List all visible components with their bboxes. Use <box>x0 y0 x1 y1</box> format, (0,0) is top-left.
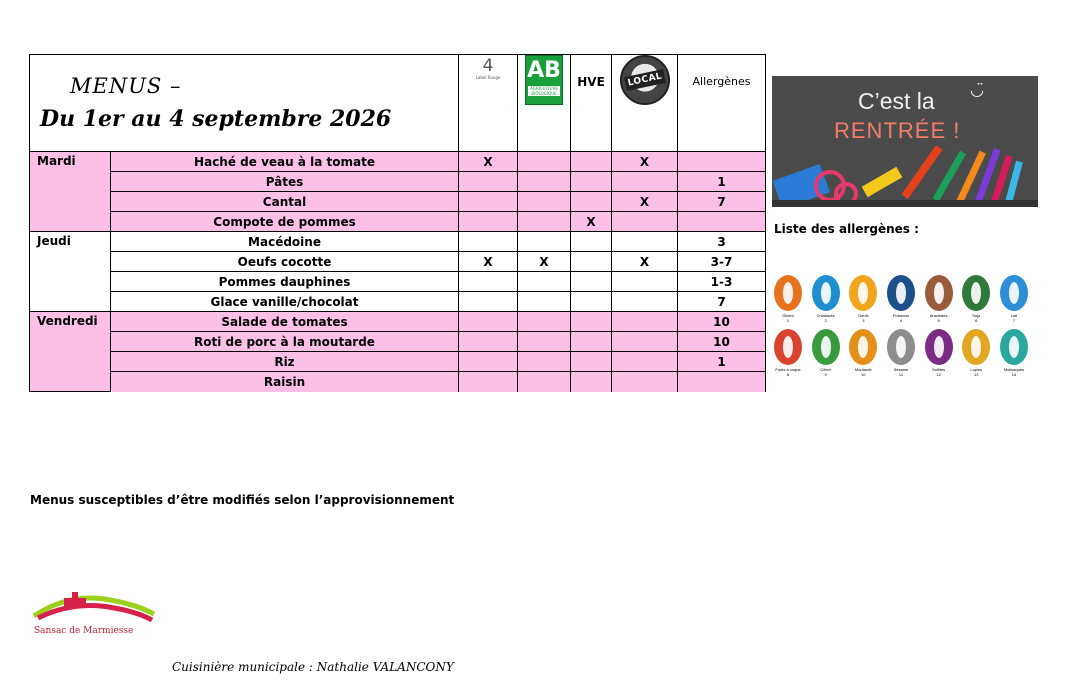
allergen-label <box>960 367 992 377</box>
allergen-number: 3 <box>862 318 865 323</box>
hve-cell <box>571 172 612 192</box>
hve-cell <box>571 292 612 312</box>
table-row <box>30 152 766 172</box>
local-cell: X <box>612 152 678 172</box>
allergens-cell <box>678 152 766 172</box>
allergens-cell: 1 <box>678 172 766 192</box>
label-rouge-cell <box>459 372 518 392</box>
table-row <box>30 172 766 192</box>
dish-name: Salade de tomates <box>111 312 459 332</box>
allergen-label <box>847 367 879 377</box>
ab-cell <box>518 372 571 392</box>
allergen-item <box>772 275 804 323</box>
local-cell <box>612 232 678 252</box>
local-cell <box>612 292 678 312</box>
allergen-item <box>885 329 917 377</box>
allergen-name: Lait <box>1010 313 1018 318</box>
table-header-row <box>30 55 766 152</box>
allergen-icon-grid <box>772 275 1030 383</box>
allergen-number: 10 <box>861 372 866 377</box>
local-cell: X <box>612 252 678 272</box>
dish-name: Raisin <box>111 372 459 392</box>
allergen-item <box>847 275 879 323</box>
allergen-name: Crustacés <box>816 313 835 318</box>
allergen-number: 1 <box>786 318 790 323</box>
hve-label: HVE <box>577 75 605 89</box>
local-header <box>612 55 678 152</box>
dish-name: Glace vanille/chocolat <box>111 292 459 312</box>
label-rouge-cell <box>459 172 518 192</box>
local-cell <box>612 272 678 292</box>
allergen-name: Gluten <box>782 313 794 318</box>
dish-name: Pommes dauphines <box>111 272 459 292</box>
table-row <box>30 352 766 372</box>
label-rouge-cell <box>459 212 518 232</box>
allergen-number: 14 <box>1011 372 1017 377</box>
town-logo <box>30 590 160 640</box>
allergen-label <box>885 313 917 323</box>
ab-cell <box>518 172 571 192</box>
hve-cell <box>571 152 612 172</box>
allergen-icon <box>925 275 953 311</box>
allergen-item <box>772 329 804 377</box>
allergen-number: 2 <box>824 318 827 323</box>
local-cell <box>612 172 678 192</box>
local-cell <box>612 332 678 352</box>
allergen-name: Arachides <box>929 313 948 318</box>
label-rouge-cell <box>459 312 518 332</box>
allergen-icon <box>774 329 802 365</box>
dish-name: Pâtes <box>111 172 459 192</box>
allergen-label <box>810 367 842 377</box>
menu-title-line1: MENUS – <box>70 74 182 98</box>
allergen-name: Lupins <box>970 367 983 372</box>
hve-header <box>571 55 612 152</box>
label-rouge-cell <box>459 332 518 352</box>
allergens-cell: 1-3 <box>678 272 766 292</box>
town-name: Sansac de Marmiesse <box>34 626 134 636</box>
local-logo: LOCAL <box>620 55 670 105</box>
allergen-icon <box>887 329 915 365</box>
day-name: Jeudi <box>30 232 111 312</box>
ab-cell <box>518 212 571 232</box>
allergen-name: Fruits à coque <box>775 367 801 372</box>
allergen-number: 5 <box>937 318 940 323</box>
hve-cell <box>571 192 612 212</box>
allergen-label <box>885 367 917 377</box>
ab-cell <box>518 152 571 172</box>
allergen-number: 13 <box>974 372 979 377</box>
allergen-number: 7 <box>1012 318 1016 323</box>
allergen-label <box>923 313 955 323</box>
allergen-icon <box>1000 275 1028 311</box>
allergen-label <box>772 367 804 377</box>
allergen-item <box>998 275 1030 323</box>
hve-cell <box>571 232 612 252</box>
ab-cell <box>518 292 571 312</box>
dish-name: Cantal <box>111 192 459 212</box>
menu-body <box>30 152 766 392</box>
ab-header <box>518 55 571 152</box>
allergen-icon <box>812 329 840 365</box>
smile-icon: ◡̈ <box>970 82 984 99</box>
allergen-name: Sulfites <box>932 367 946 372</box>
allergen-item <box>810 329 842 377</box>
label-rouge-logo: 4 Label Rouge <box>475 56 501 80</box>
label-rouge-cell <box>459 352 518 372</box>
banner-line2: RENTRÉE ! <box>834 118 961 143</box>
supply-notice: Menus susceptibles d’être modifiés selon l’approvisionnement <box>30 493 455 507</box>
ab-cell <box>518 272 571 292</box>
allergen-name: Oeufs <box>857 313 869 318</box>
table-row <box>30 232 766 252</box>
allergen-item <box>847 329 879 377</box>
allergen-name: Poissons <box>892 313 910 318</box>
allergens-cell: 3 <box>678 232 766 252</box>
allergen-label <box>847 313 879 323</box>
hve-cell: X <box>571 212 612 232</box>
banner-line1: C’est la <box>858 88 935 114</box>
ab-cell <box>518 312 571 332</box>
allergen-icon <box>774 275 802 311</box>
day-name: Vendredi <box>30 312 111 392</box>
label-rouge-cell <box>459 192 518 212</box>
label-rouge-cell <box>459 272 518 292</box>
allergen-row <box>772 329 1030 377</box>
ab-cell <box>518 352 571 372</box>
table-row <box>30 332 766 352</box>
allergen-row <box>772 275 1030 323</box>
allergen-label <box>810 313 842 323</box>
label-rouge-cell <box>459 232 518 252</box>
allergens-cell: 10 <box>678 312 766 332</box>
allergen-item <box>923 329 955 377</box>
town-logo-emblem-icon <box>30 590 160 626</box>
allergen-label <box>998 313 1030 323</box>
allergens-cell: 3-7 <box>678 252 766 272</box>
allergen-icon <box>962 275 990 311</box>
local-cell <box>612 212 678 232</box>
allergen-item <box>885 275 917 323</box>
local-cell <box>612 352 678 372</box>
hve-cell <box>571 252 612 272</box>
allergen-number: 11 <box>898 372 904 377</box>
ab-cell: X <box>518 252 571 272</box>
local-cell <box>612 372 678 392</box>
allergen-icon <box>887 275 915 311</box>
allergens-cell <box>678 372 766 392</box>
hve-cell <box>571 332 612 352</box>
cook-signature: Cuisinière municipale : Nathalie VALANCONY <box>172 660 454 674</box>
hve-cell <box>571 272 612 292</box>
hve-cell <box>571 312 612 332</box>
allergens-cell: 7 <box>678 292 766 312</box>
allergenes-header <box>678 55 766 152</box>
allergen-item <box>998 329 1030 377</box>
table-row <box>30 292 766 312</box>
allergen-number: 12 <box>936 372 941 377</box>
allergen-icon <box>925 329 953 365</box>
dish-name: Oeufs cocotte <box>111 252 459 272</box>
allergens-cell: 7 <box>678 192 766 212</box>
day-name: Mardi <box>30 152 111 232</box>
allergens-cell <box>678 212 766 232</box>
allergen-list-title: Liste des allergènes : <box>774 222 919 236</box>
dish-name: Riz <box>111 352 459 372</box>
label-rouge-header <box>459 55 518 152</box>
menu-title-dates: Du 1er au 4 septembre 2026 <box>40 106 392 132</box>
local-cell: X <box>612 192 678 212</box>
allergen-number: 6 <box>975 318 978 323</box>
dish-name: Roti de porc à la moutarde <box>111 332 459 352</box>
allergen-icon <box>962 329 990 365</box>
dish-name: Macédoine <box>111 232 459 252</box>
allergen-label <box>772 313 804 323</box>
menu-table <box>29 54 766 392</box>
allergen-icon <box>849 275 877 311</box>
dish-name: Compote de pommes <box>111 212 459 232</box>
allergen-item <box>810 275 842 323</box>
allergen-icon <box>1000 329 1028 365</box>
label-rouge-cell <box>459 292 518 312</box>
table-row <box>30 372 766 392</box>
hve-cell <box>571 372 612 392</box>
label-rouge-cell: X <box>459 152 518 172</box>
menu-title <box>30 55 459 152</box>
ab-cell <box>518 332 571 352</box>
table-row <box>30 192 766 212</box>
allergenes-label: Allergènes <box>692 75 751 88</box>
allergen-number: 8 <box>786 372 790 377</box>
allergen-item <box>960 329 992 377</box>
allergen-icon <box>849 329 877 365</box>
allergens-cell: 1 <box>678 352 766 372</box>
allergen-item <box>923 275 955 323</box>
ab-logo: AB AGRICULTURE BIOLOGIQUE <box>525 55 563 105</box>
local-cell <box>612 312 678 332</box>
allergen-item <box>960 275 992 323</box>
table-row <box>30 272 766 292</box>
allergen-name: Moutarde <box>854 367 872 372</box>
rentree-banner <box>772 76 1038 207</box>
allergen-icon <box>812 275 840 311</box>
allergen-name: Soja <box>972 313 981 318</box>
ab-cell <box>518 232 571 252</box>
allergens-cell: 10 <box>678 332 766 352</box>
allergen-name: Mollusques <box>1003 367 1025 372</box>
label-rouge-cell: X <box>459 252 518 272</box>
allergen-name: Sésame <box>893 367 909 372</box>
dish-name: Haché de veau à la tomate <box>111 152 459 172</box>
table-row <box>30 212 766 232</box>
ab-cell <box>518 192 571 212</box>
allergen-name: Céleri <box>820 367 831 372</box>
allergen-label <box>923 367 955 377</box>
table-row <box>30 312 766 332</box>
allergen-label <box>998 367 1030 377</box>
allergen-label <box>960 313 992 323</box>
allergen-number: 9 <box>824 372 827 377</box>
allergen-number: 4 <box>899 318 903 323</box>
table-row <box>30 252 766 272</box>
hve-cell <box>571 352 612 372</box>
